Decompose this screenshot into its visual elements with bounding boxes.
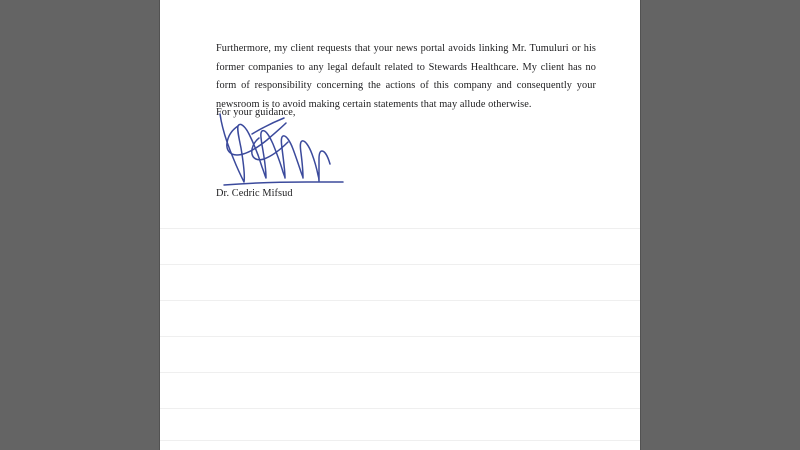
body-paragraph: Furthermore, my client requests that your news portal avoids linking Mr. Tumuluri or his former companies to any legal default related to Stewards Healthcare. My client has no form of responsibility concerning the actions of this company and consequently your newsroom is to avoid making certain statements that may allude otherwise.: [216, 43, 596, 111]
document-page: [160, 0, 640, 450]
closing-line: For your guidance,: [216, 107, 296, 118]
signer-name: Dr. Cedric Mifsud: [216, 188, 293, 199]
signature-mark: [212, 112, 392, 190]
signature-ink-icon: [212, 112, 392, 190]
page-content: [160, 0, 640, 450]
